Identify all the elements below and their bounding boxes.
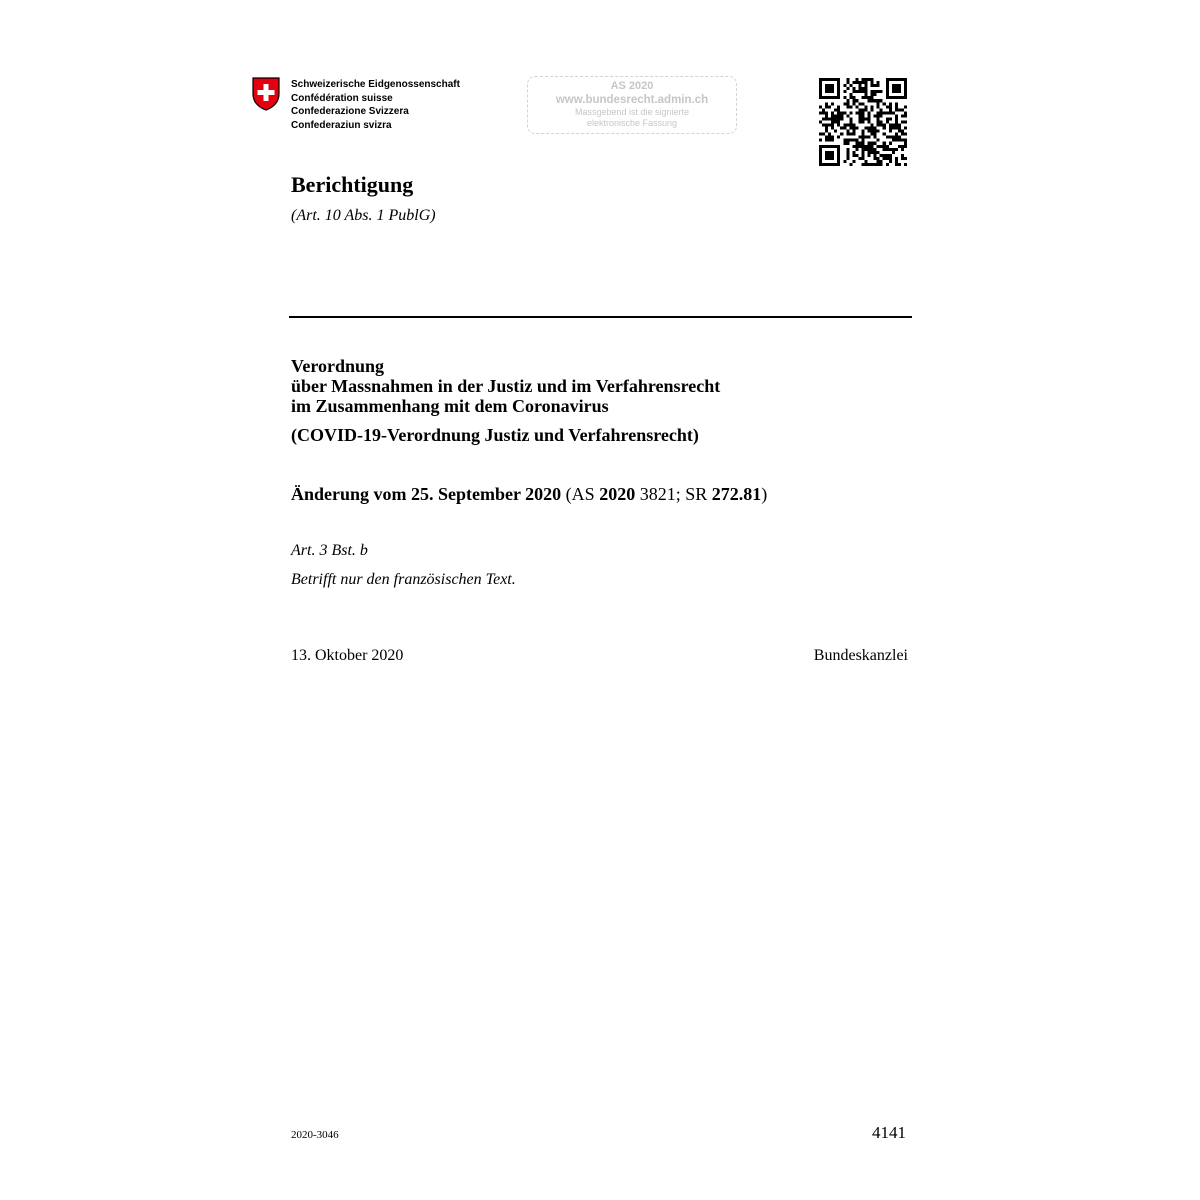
ordinance-title-line: über Massnahmen in der Justiz und im Verfahrensrecht [291,376,721,396]
publication-stamp [527,76,737,134]
stamp-collection: AS 2020 [610,80,654,92]
ordinance-title [291,356,720,416]
ordinance-short-title: (COVID-19-Verordnung Justiz und Verfahrensrecht) [291,425,699,445]
confederation-line-de: Schweizerische Eidgenossenschaft [291,79,460,90]
amendment-as-year: 2020 [599,484,636,504]
amendment-close: ) [761,484,768,504]
legal-basis: (Art. 10 Abs. 1 PublG) [291,207,436,224]
page-number: 4141 [872,1123,906,1142]
stamp-url: www.bundesrecht.admin.ch [555,94,709,106]
ordinance-title-line: Verordnung [291,356,385,376]
amendment-label: Änderung vom 25. September 2020 [291,484,562,504]
article-reference: Art. 3 Bst. b [291,542,368,559]
divider [289,316,912,318]
amendment-open: (AS [561,484,600,504]
stamp-note-1: Massgebend ist die signierte [574,107,690,117]
issue-date: 13. Oktober 2020 [291,647,404,664]
amendment-sr-number: 272.81 [711,484,762,504]
qr-code-icon [819,78,907,166]
ordinance-title-line: im Zusammenhang mit dem Coronavirus [291,396,609,416]
amendment-as-page: 3821; SR [635,484,712,504]
issuer: Bundeskanzlei [813,647,908,664]
confederation-names [291,78,460,132]
confederation-line-rm: Confederaziun svizra [291,119,392,131]
page-title: Berichtigung [291,172,414,197]
confederation-line-it: Confederazione Svizzera [291,106,409,117]
document-number: 2020-3046 [291,1129,339,1141]
amendment-reference [291,482,767,506]
confederation-line-fr: Confédération suisse [291,92,393,104]
stamp-note-2: elektronische Fassung [586,118,678,128]
swiss-cross-shield-icon [252,77,280,111]
correction-note: Betrifft nur den französischen Text. [291,571,516,588]
